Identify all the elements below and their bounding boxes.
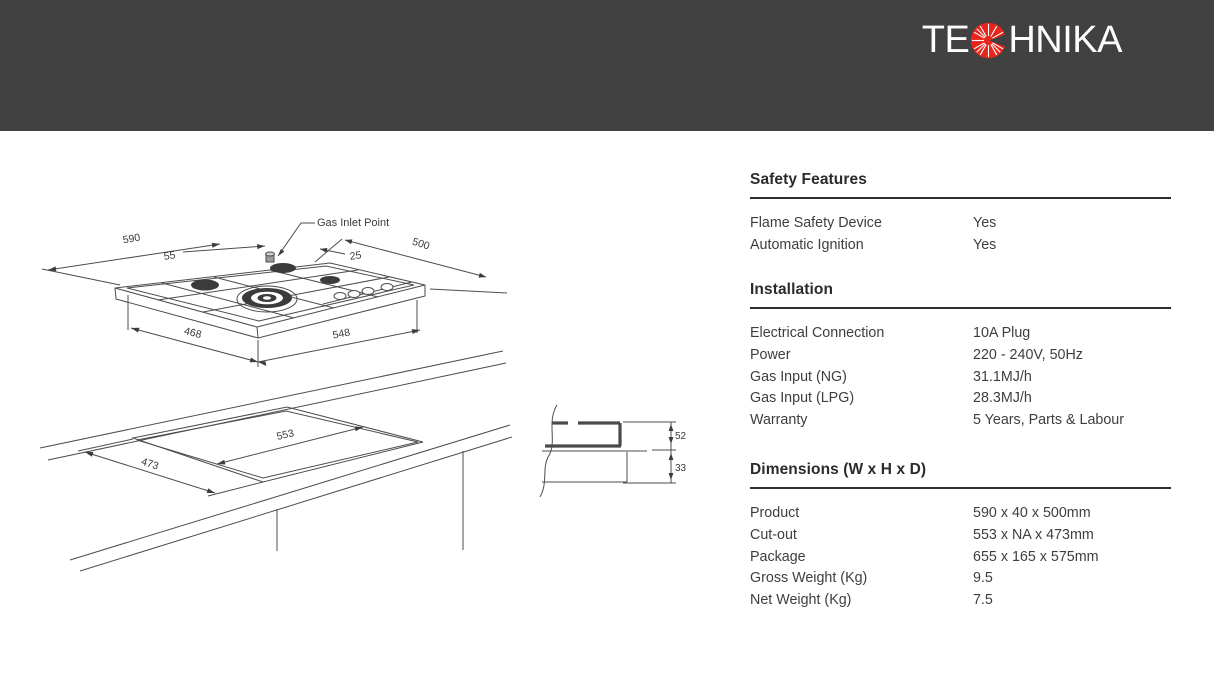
spec-row [750,503,1171,525]
right-burner [320,276,340,284]
section-safety-features [750,171,1171,257]
dim-500: 500 [410,235,432,253]
spec-value: 28.3MJ/h [973,390,1032,407]
spec-row [750,388,1171,410]
spec-label: Gross Weight (Kg) [750,570,868,587]
spec-value: Yes [973,236,997,253]
spec-row [750,367,1171,389]
spec-row [750,590,1171,612]
dim-25: 25 [348,249,363,263]
spec-label: Package [750,548,806,565]
spec-value: 553 x NA x 473mm [973,526,1094,543]
spec-value: 31.1MJ/h [973,368,1032,385]
dim-473: 473 [139,455,161,473]
hob-top-view [115,252,425,338]
dim-590: 590 [121,231,142,247]
logo-text-pre: TE [921,19,970,61]
spec-label: Automatic Ignition [750,236,864,253]
side-profile-view [540,405,687,497]
dim-33: 33 [675,463,687,474]
logo-text-post: HNIKA [1008,19,1122,61]
spec-row [750,213,1171,235]
section-dimensions [750,461,1171,612]
spec-label: Product [750,505,800,521]
spec-label: Power [750,346,791,363]
technika-logo [922,20,1122,60]
spec-row [750,547,1171,569]
spec-row [750,568,1171,590]
spec-row [750,345,1171,367]
spec-label: Flame Safety Device [750,215,882,231]
spec-value: 10A Plug [973,325,1031,341]
dim-468: 468 [182,325,203,342]
dim-553: 553 [275,427,296,443]
spec-label: Cut-out [750,526,797,543]
spec-value: 9.5 [973,570,993,587]
bench-cutout-view [40,351,512,571]
spec-label: Warranty [750,412,808,429]
spec-value: 220 - 240V, 50Hz [973,346,1083,363]
spec-value: 7.5 [973,592,993,609]
spec-label: Electrical Connection [750,325,885,341]
spec-row [750,323,1171,345]
spec-value: Yes [973,215,997,231]
spec-value: 590 x 40 x 500mm [973,505,1091,521]
spec-row [750,525,1171,547]
gas-inlet-label: Gas Inlet Point [317,217,390,229]
section-installation [750,281,1171,432]
left-burner [191,280,219,291]
section-title: Dimensions (W x H x D) [750,461,1171,489]
spec-value: 5 Years, Parts & Labour [973,412,1125,429]
dim-55: 55 [162,249,177,263]
spec-label: Gas Input (LPG) [750,390,855,407]
header-bar [0,0,1214,131]
spec-value: 655 x 165 x 575mm [973,548,1099,565]
technical-diagram [20,195,720,615]
section-title: Safety Features [750,171,1171,199]
spec-label: Net Weight (Kg) [750,592,852,609]
wok-burner [242,288,292,308]
dim-548: 548 [331,326,352,342]
technika-c-icon [970,22,1007,59]
spec-row [750,235,1171,257]
spec-label: Gas Input (NG) [750,368,847,385]
back-burner [270,263,296,273]
dim-52: 52 [675,431,687,442]
section-title: Installation [750,281,1171,309]
spec-row [750,410,1171,432]
gas-inlet [266,252,275,262]
